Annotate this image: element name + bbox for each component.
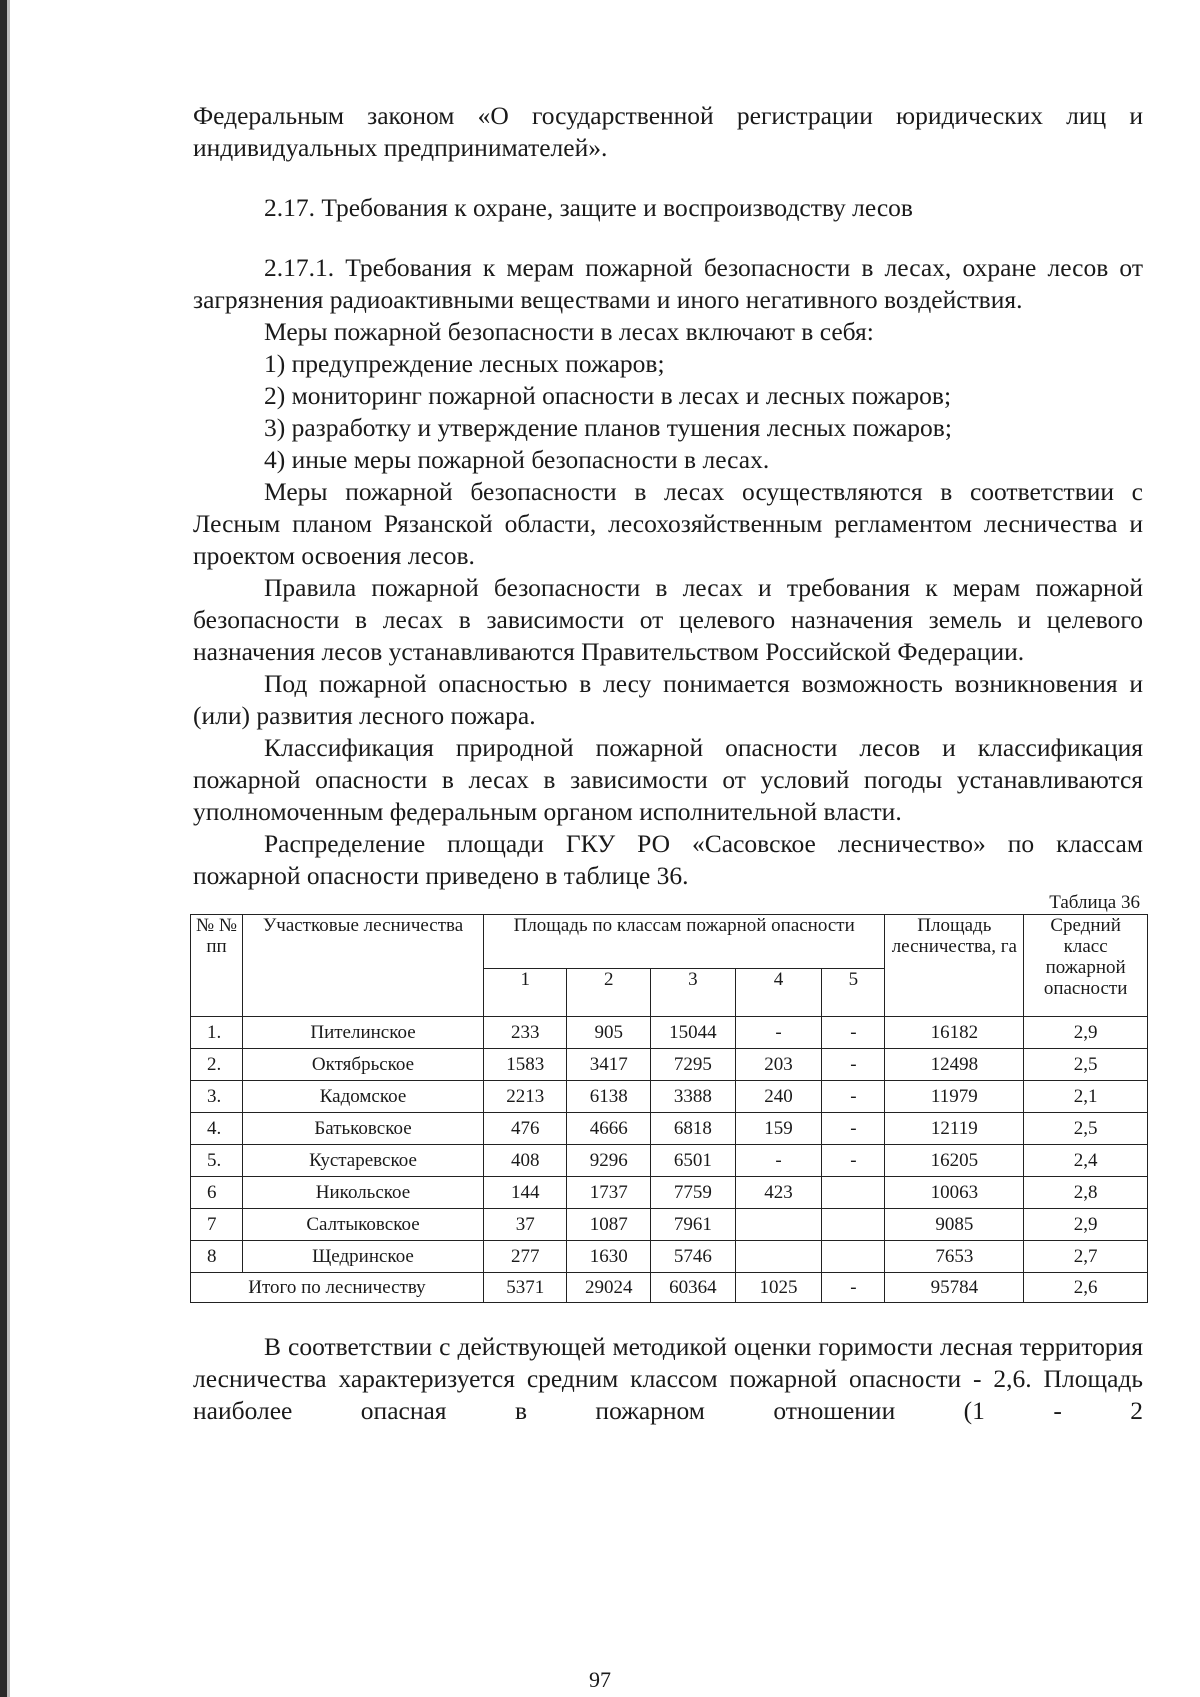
- scan-edge-shadow: [7, 0, 10, 1697]
- table-caption: Таблица 36: [1049, 892, 1140, 913]
- header-forestry: Участковые лесничества: [243, 915, 484, 1017]
- table-cell: 159: [735, 1113, 822, 1145]
- paragraph-fire-rules: Правила пожарной безопасности в лесах и требования к мерам пожарной безопасности в лесах в зависимости от целевого назначения земель и целевого назначения лесов устанавливаются Правительством Российской Федерации.: [193, 573, 1143, 666]
- forestry-name: Октябрьское: [243, 1049, 484, 1081]
- table-cell: -: [822, 1017, 885, 1049]
- table-row: [191, 1241, 1148, 1273]
- paragraph-conclusion: В соответствии с действующей методикой оценки горимости лесная территория лесничества характеризуется средним классом пожарной опасности - 2,6. Площадь наиболее опасная в пожарном отношении (1 - 2: [193, 1332, 1143, 1425]
- table-cell: 6818: [651, 1113, 736, 1145]
- table-cell: 10063: [885, 1177, 1024, 1209]
- forestry-name: Никольское: [243, 1177, 484, 1209]
- header-avg-class: Средний класс пожарной опасности: [1024, 915, 1148, 1017]
- table-cell: 476: [483, 1113, 567, 1145]
- table-cell: 9296: [567, 1145, 651, 1177]
- table-row: [191, 1113, 1148, 1145]
- paragraph-fire-danger-definition: Под пожарной опасностью в лесу понимается возможность возникновения и (или) развития лесного пожара.: [193, 669, 1143, 730]
- measure-item: 4) иные меры пожарной безопасности в лесах.: [264, 445, 770, 474]
- table-cell: 1737: [567, 1177, 651, 1209]
- paragraph-distribution: Распределение площади ГКУ РО «Сасовское лесничество» по классам пожарной опасности приведено в таблице 36.: [193, 829, 1143, 890]
- total-row: [191, 1273, 1148, 1303]
- table-cell: 905: [567, 1017, 651, 1049]
- table-cell: 7295: [651, 1049, 736, 1081]
- table-cell: [822, 1209, 885, 1241]
- table-cell: 423: [735, 1177, 822, 1209]
- total-cell: 60364: [651, 1273, 736, 1303]
- table-cell: [822, 1241, 885, 1273]
- table-cell: 203: [735, 1049, 822, 1081]
- table-cell: 2,9: [1024, 1017, 1148, 1049]
- table-cell: 7653: [885, 1241, 1024, 1273]
- total-cell: 2,6: [1024, 1273, 1148, 1303]
- forestry-name: Батьковское: [243, 1113, 484, 1145]
- row-number: 3.: [191, 1081, 243, 1113]
- total-cell: 1025: [735, 1273, 822, 1303]
- table-cell: 11979: [885, 1081, 1024, 1113]
- table-cell: 4666: [567, 1113, 651, 1145]
- table-row: [191, 1177, 1148, 1209]
- scan-edge: [0, 0, 7, 1697]
- paragraph-classification: Классификация природной пожарной опасности лесов и классификация пожарной опасности в лесах в зависимости от условий погоды устанавливаются уполномоченным федеральным органом исполнительной власти.: [193, 733, 1143, 826]
- table-cell: [735, 1209, 822, 1241]
- table-body: [191, 1017, 1148, 1273]
- table-cell: 2,5: [1024, 1113, 1148, 1145]
- forestry-name: Кустаревское: [243, 1145, 484, 1177]
- header-class: 2: [567, 969, 651, 1017]
- table-cell: 12498: [885, 1049, 1024, 1081]
- section-heading: 2.17. Требования к охране, защите и воспроизводству лесов: [264, 193, 913, 222]
- row-number: 1.: [191, 1017, 243, 1049]
- table-cell: 2,8: [1024, 1177, 1148, 1209]
- table-cell: -: [822, 1113, 885, 1145]
- table-cell: 2,7: [1024, 1241, 1148, 1273]
- header-num: № № пп: [191, 915, 243, 1017]
- header-class: 5: [822, 969, 885, 1017]
- header-class: 4: [735, 969, 822, 1017]
- row-number: 6: [191, 1177, 243, 1209]
- table-cell: 7759: [651, 1177, 736, 1209]
- header-classes-group: Площадь по классам пожарной опасности: [483, 915, 884, 969]
- row-number: 7: [191, 1209, 243, 1241]
- measures-intro: Меры пожарной безопасности в лесах включают в себя:: [264, 317, 874, 346]
- row-number: 8: [191, 1241, 243, 1273]
- table-cell: 12119: [885, 1113, 1024, 1145]
- row-number: 5.: [191, 1145, 243, 1177]
- forestry-name: Салтыковское: [243, 1209, 484, 1241]
- total-label: Итого по лесничеству: [191, 1273, 484, 1303]
- table-cell: 277: [483, 1241, 567, 1273]
- row-number: 2.: [191, 1049, 243, 1081]
- total-cell: 95784: [885, 1273, 1024, 1303]
- total-cell: -: [822, 1273, 885, 1303]
- table-row: [191, 1049, 1148, 1081]
- table-cell: 233: [483, 1017, 567, 1049]
- header-class: 1: [483, 969, 567, 1017]
- table-cell: 2,1: [1024, 1081, 1148, 1113]
- paragraph-law-reference: Федеральным законом «О государственной регистрации юридических лиц и индивидуальных предпринимателей».: [193, 101, 1143, 162]
- table-row: [191, 1209, 1148, 1241]
- table-cell: 9085: [885, 1209, 1024, 1241]
- measure-item: 3) разработку и утверждение планов тушения лесных пожаров;: [264, 413, 952, 442]
- page-number: 97: [589, 1667, 611, 1692]
- table-cell: 5746: [651, 1241, 736, 1273]
- table-cell: 2213: [483, 1081, 567, 1113]
- table-cell: -: [735, 1145, 822, 1177]
- table-cell: [822, 1177, 885, 1209]
- table-row: [191, 1081, 1148, 1113]
- table-cell: -: [822, 1145, 885, 1177]
- table-cell: 15044: [651, 1017, 736, 1049]
- table-cell: [735, 1241, 822, 1273]
- table-cell: 2,9: [1024, 1209, 1148, 1241]
- table-cell: 2,4: [1024, 1145, 1148, 1177]
- table-cell: 1630: [567, 1241, 651, 1273]
- table-row: [191, 1017, 1148, 1049]
- table-cell: -: [822, 1081, 885, 1113]
- table-cell: 144: [483, 1177, 567, 1209]
- table-cell: 16182: [885, 1017, 1024, 1049]
- forestry-name: Кадомское: [243, 1081, 484, 1113]
- total-cell: 5371: [483, 1273, 567, 1303]
- table-row: [191, 1145, 1148, 1177]
- measure-item: 1) предупреждение лесных пожаров;: [264, 349, 665, 378]
- table-cell: 6138: [567, 1081, 651, 1113]
- table-cell: 1583: [483, 1049, 567, 1081]
- forestry-name: Пителинское: [243, 1017, 484, 1049]
- fire-danger-table: [190, 914, 1148, 1303]
- table-cell: 6501: [651, 1145, 736, 1177]
- document-page: [193, 100, 1143, 1427]
- paragraph-measures-compliance: Меры пожарной безопасности в лесах осуществляются в соответствии с Лесным планом Рязанской области, лесохозяйственным регламентом лесничества и проектом освоения лесов.: [193, 477, 1143, 570]
- table-cell: 1087: [567, 1209, 651, 1241]
- total-cell: 29024: [567, 1273, 651, 1303]
- table-cell: 16205: [885, 1145, 1024, 1177]
- table-cell: 7961: [651, 1209, 736, 1241]
- subsection-heading: 2.17.1. Требования к мерам пожарной безопасности в лесах, охране лесов от загрязнения радиоактивными веществами и иного негативного воздействия.: [193, 253, 1143, 314]
- row-number: 4.: [191, 1113, 243, 1145]
- measure-item: 2) мониторинг пожарной опасности в лесах и лесных пожаров;: [264, 381, 952, 410]
- table-cell: -: [822, 1049, 885, 1081]
- forestry-name: Щедринское: [243, 1241, 484, 1273]
- table-cell: 2,5: [1024, 1049, 1148, 1081]
- table-cell: 240: [735, 1081, 822, 1113]
- table-cell: 3417: [567, 1049, 651, 1081]
- table-cell: 408: [483, 1145, 567, 1177]
- table-cell: 3388: [651, 1081, 736, 1113]
- header-area: Площадь лесничества, га: [885, 915, 1024, 1017]
- table-cell: -: [735, 1017, 822, 1049]
- header-class: 3: [651, 969, 736, 1017]
- table-cell: 37: [483, 1209, 567, 1241]
